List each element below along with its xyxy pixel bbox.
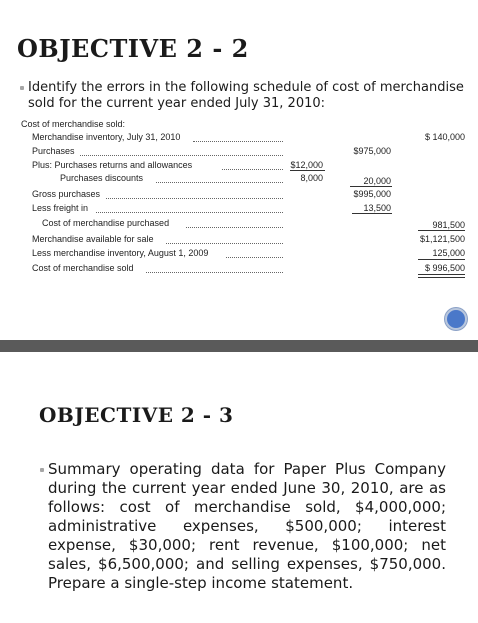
- circle-nav-icon[interactable]: [445, 308, 467, 330]
- leader-dots: [226, 257, 283, 258]
- underline-rule: [418, 259, 465, 260]
- schedule-amount: $995,000: [353, 189, 391, 199]
- schedule-row-label: Purchases discounts: [60, 173, 144, 183]
- double-underline-rule: [418, 274, 465, 278]
- schedule-row-label: Purchases: [32, 146, 75, 156]
- schedule-row-label: Less freight in: [32, 203, 89, 213]
- slide1-bullet-text: Identify the errors in the following schedule of cost of merchandise sold for the current year ended July 31, 2010:: [28, 80, 464, 111]
- schedule-amount: 20,000: [363, 176, 391, 186]
- schedule-amount: 125,000: [432, 248, 465, 258]
- schedule-row-label: Cost of merchandise purchased: [42, 218, 170, 228]
- underline-rule: [352, 213, 392, 214]
- schedule-amount: 13,500: [363, 203, 391, 213]
- schedule-row-label: Plus: Purchases returns and allowances: [32, 160, 193, 170]
- leader-dots: [166, 243, 283, 244]
- schedule-heading: Cost of merchandise sold:: [21, 119, 126, 129]
- slide-divider: [0, 340, 478, 352]
- leader-dots: [146, 272, 283, 273]
- underline-rule: [418, 230, 465, 231]
- schedule-amount: $1,121,500: [419, 234, 465, 244]
- schedule-amount: $ 996,500: [424, 263, 465, 273]
- leader-dots: [80, 155, 283, 156]
- schedule-amount: $975,000: [353, 146, 391, 156]
- leader-dots: [106, 198, 283, 199]
- schedule-amount: $12,000: [290, 160, 323, 170]
- schedule-row-label: Gross purchases: [32, 189, 101, 199]
- slide1-title: OBJECTIVE 2 - 2: [17, 34, 249, 63]
- underline-rule: [350, 186, 392, 187]
- schedule-row-label: Less merchandise inventory, August 1, 2009: [32, 248, 209, 258]
- bullet-icon: [40, 468, 44, 472]
- schedule-row-label: Cost of merchandise sold: [32, 263, 134, 273]
- leader-dots: [222, 169, 283, 170]
- schedule-row-label: Merchandise available for sale: [32, 234, 154, 244]
- schedule-amount: 8,000: [300, 173, 323, 183]
- schedule-row-label: Merchandise inventory, July 31, 2010: [32, 132, 181, 142]
- slide2-bullet-text: Summary operating data for Paper Plus Company during the current year ended June 30, 2010, are as follows: cost of merchandise sold, $4,000,000; administrative expenses, $500,000; interest expense, $30,000; rent revenue, $100,000; net sales, $6,500,000; and selling expenses, $750,000. Prepare a single-step income statement.: [48, 460, 446, 592]
- leader-dots: [193, 141, 283, 142]
- underline-rule: [290, 170, 325, 171]
- leader-dots: [156, 182, 283, 183]
- schedule-amount: 981,500: [432, 220, 465, 230]
- slide2-title: OBJECTIVE 2 - 3: [39, 403, 234, 427]
- leader-dots: [96, 212, 283, 213]
- leader-dots: [186, 227, 283, 228]
- schedule-amount: $ 140,000: [424, 132, 465, 142]
